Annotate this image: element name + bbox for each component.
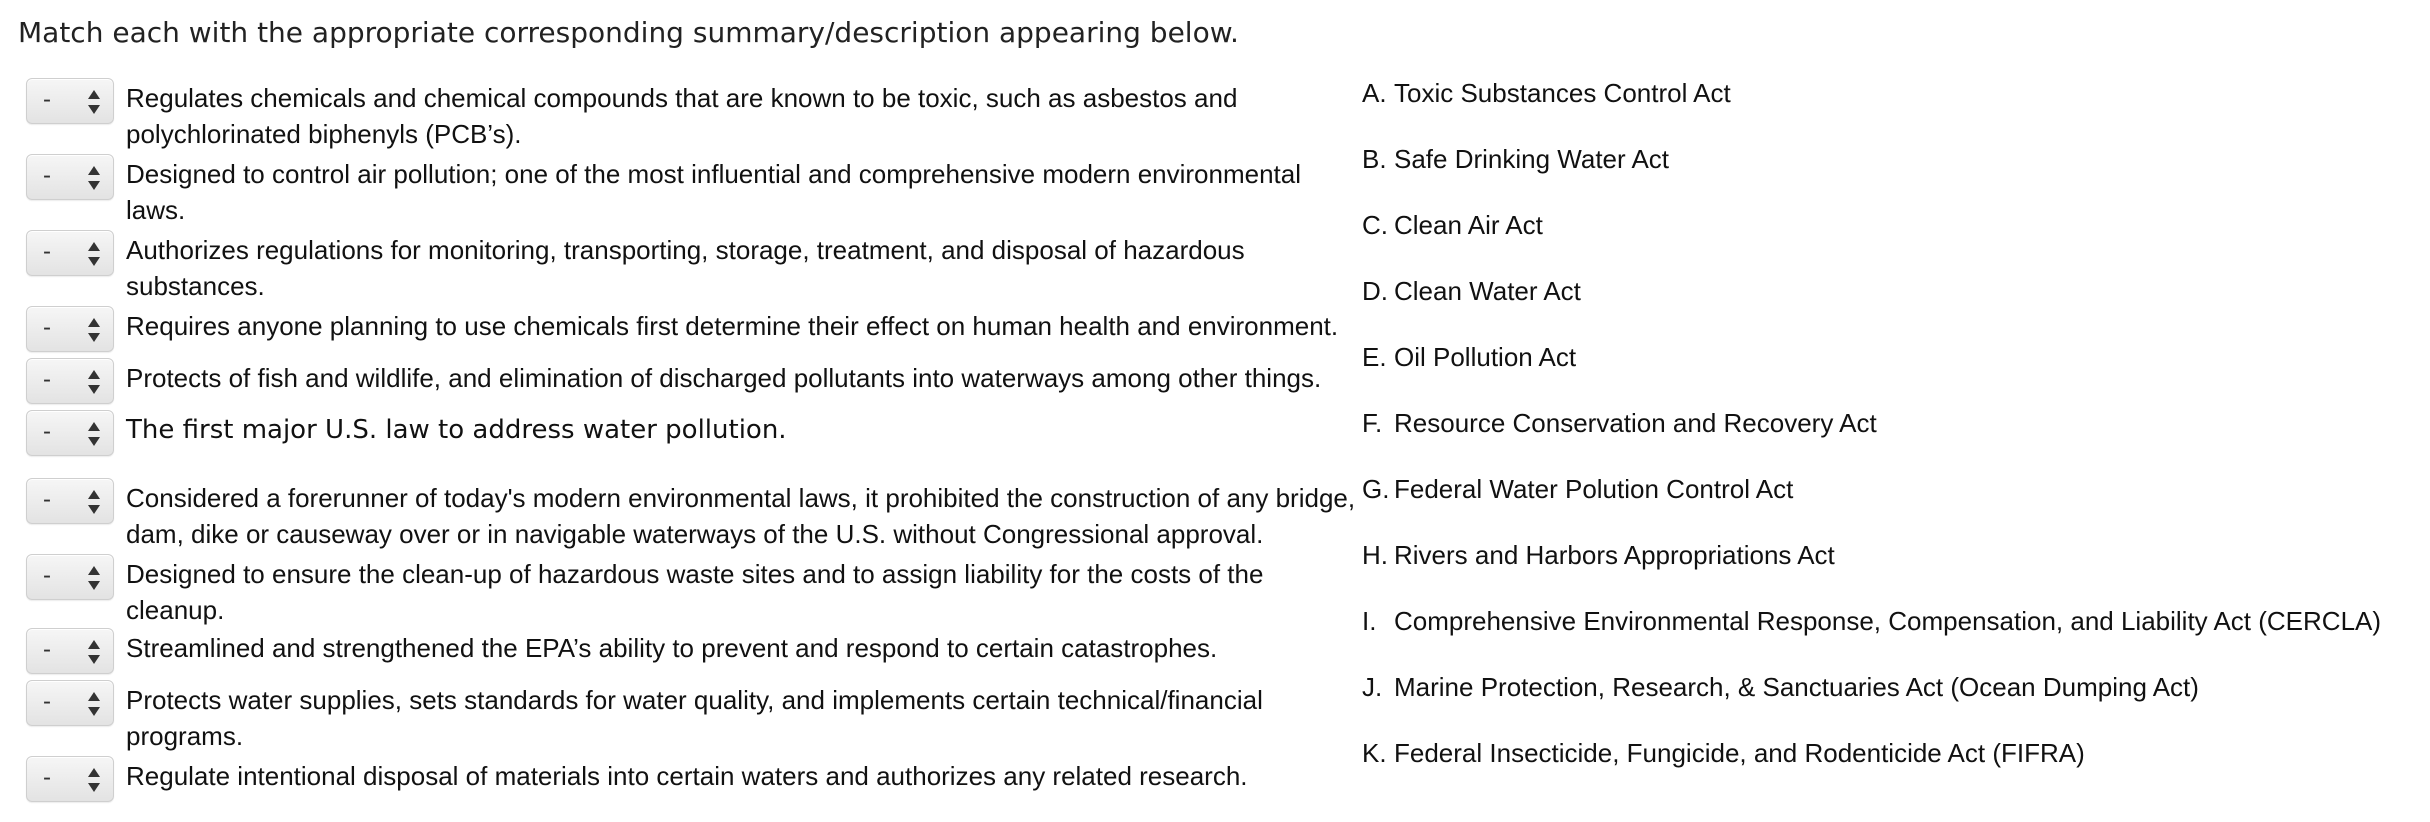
- question-row: [26, 680, 1366, 754]
- answer-text: Marine Protection, Research, & Sanctuaries Act (Ocean Dumping Act): [1394, 672, 2199, 702]
- answer-text: Safe Drinking Water Act: [1394, 144, 1670, 174]
- answer-letter: B.: [1362, 144, 1387, 174]
- updown-arrows-icon: [87, 367, 101, 397]
- answer-item: [1362, 342, 1576, 373]
- select-value: -: [43, 314, 51, 341]
- answer-letter: A.: [1362, 78, 1387, 108]
- question-row: [26, 756, 1366, 802]
- answer-item: [1362, 78, 1731, 109]
- answer-text: Clean Water Act: [1394, 276, 1581, 306]
- answer-letter: C.: [1362, 210, 1388, 240]
- updown-arrows-icon: [87, 563, 101, 593]
- question-text: Designed to control air pollution; one of the most influential and comprehensive modern environmental laws.: [126, 159, 1302, 225]
- updown-arrows-icon: [87, 419, 101, 449]
- match-select[interactable]: [26, 554, 114, 600]
- question-row: [26, 554, 1366, 628]
- instructions-text: Match each with the appropriate corresponding summary/description appearing below.: [18, 16, 1239, 49]
- answer-item: [1362, 144, 1669, 175]
- question-row: [26, 410, 1366, 456]
- answer-letter: I.: [1362, 606, 1377, 636]
- match-select[interactable]: [26, 410, 114, 456]
- updown-arrows-icon: [87, 765, 101, 795]
- select-value: -: [43, 636, 51, 663]
- updown-arrows-icon: [87, 87, 101, 117]
- select-value: -: [43, 688, 51, 715]
- select-value: -: [43, 238, 51, 265]
- answer-letter: F.: [1362, 408, 1383, 438]
- answer-letter: H.: [1362, 540, 1388, 570]
- answer-item: [1362, 408, 1877, 439]
- answer-letter: E.: [1362, 342, 1387, 372]
- question-text: Requires anyone planning to use chemicals first determine their effect on human health and environment.: [126, 311, 1339, 341]
- match-select[interactable]: [26, 358, 114, 404]
- select-value: -: [43, 486, 51, 513]
- answer-item: [1362, 210, 1543, 241]
- match-select[interactable]: [26, 680, 114, 726]
- updown-arrows-icon: [87, 637, 101, 667]
- question-row: [26, 78, 1366, 152]
- select-value: -: [43, 562, 51, 589]
- question-row: [26, 306, 1366, 352]
- updown-arrows-icon: [87, 163, 101, 193]
- updown-arrows-icon: [87, 689, 101, 719]
- question-text: Protects of fish and wildlife, and elimination of discharged pollutants into waterways among other things.: [126, 363, 1322, 393]
- match-select[interactable]: [26, 478, 114, 524]
- question-text: Considered a forerunner of today's modern environmental laws, it prohibited the construction of any bridge, dam, dike or causeway over or in navigable waterways of the U.S. without Congressional approval.: [126, 483, 1356, 549]
- question-text: Streamlined and strengthened the EPA’s ability to prevent and respond to certain catastrophes.: [126, 633, 1218, 663]
- answer-text: Clean Air Act: [1394, 210, 1543, 240]
- match-select[interactable]: [26, 78, 114, 124]
- answer-text: Comprehensive Environmental Response, Compensation, and Liability Act (CERCLA): [1394, 606, 2382, 636]
- answer-letter: D.: [1362, 276, 1388, 306]
- answer-letter: K.: [1362, 738, 1387, 768]
- match-select[interactable]: [26, 628, 114, 674]
- select-value: -: [43, 418, 51, 445]
- answer-item: [1362, 276, 1581, 307]
- answer-letter: J.: [1362, 672, 1383, 702]
- updown-arrows-icon: [87, 487, 101, 517]
- match-select[interactable]: [26, 154, 114, 200]
- question-text: Regulates chemicals and chemical compounds that are known to be toxic, such as asbestos and polychlorinated biphenyls (PCB’s).: [126, 83, 1238, 149]
- question-text: Authorizes regulations for monitoring, transporting, storage, treatment, and disposal of hazardous substances.: [126, 235, 1245, 301]
- question-row: [26, 154, 1366, 228]
- question-row: [26, 230, 1366, 304]
- select-value: -: [43, 162, 51, 189]
- select-value: -: [43, 764, 51, 791]
- answer-item: [1362, 672, 2199, 703]
- answer-text: Resource Conservation and Recovery Act: [1394, 408, 1877, 438]
- updown-arrows-icon: [87, 315, 101, 345]
- answer-text: Oil Pollution Act: [1394, 342, 1577, 372]
- answer-text: Federal Water Polution Control Act: [1394, 474, 1794, 504]
- question-row: [26, 478, 1366, 552]
- question-row: [26, 358, 1366, 404]
- match-select[interactable]: [26, 756, 114, 802]
- select-value: -: [43, 366, 51, 393]
- select-value: -: [43, 86, 51, 113]
- match-select[interactable]: [26, 306, 114, 352]
- question-text: Protects water supplies, sets standards for water quality, and implements certain technical/financial programs.: [126, 685, 1263, 751]
- answer-letter: G.: [1362, 474, 1390, 504]
- question-row: [26, 628, 1366, 674]
- updown-arrows-icon: [87, 239, 101, 269]
- answer-item: [1362, 606, 2381, 637]
- answer-item: [1362, 474, 1793, 505]
- answer-item: [1362, 540, 1835, 571]
- answer-item: [1362, 738, 2085, 769]
- question-text: The first major U.S. law to address water pollution.: [126, 415, 787, 445]
- match-select[interactable]: [26, 230, 114, 276]
- answer-text: Rivers and Harbors Appropriations Act: [1394, 540, 1835, 570]
- answer-text: Toxic Substances Control Act: [1394, 78, 1731, 108]
- question-text: Designed to ensure the clean-up of hazardous waste sites and to assign liability for the costs of the cleanup.: [126, 559, 1264, 625]
- question-text: Regulate intentional disposal of materials into certain waters and authorizes any related research.: [126, 761, 1248, 791]
- answer-text: Federal Insecticide, Fungicide, and Rodenticide Act (FIFRA): [1394, 738, 2085, 768]
